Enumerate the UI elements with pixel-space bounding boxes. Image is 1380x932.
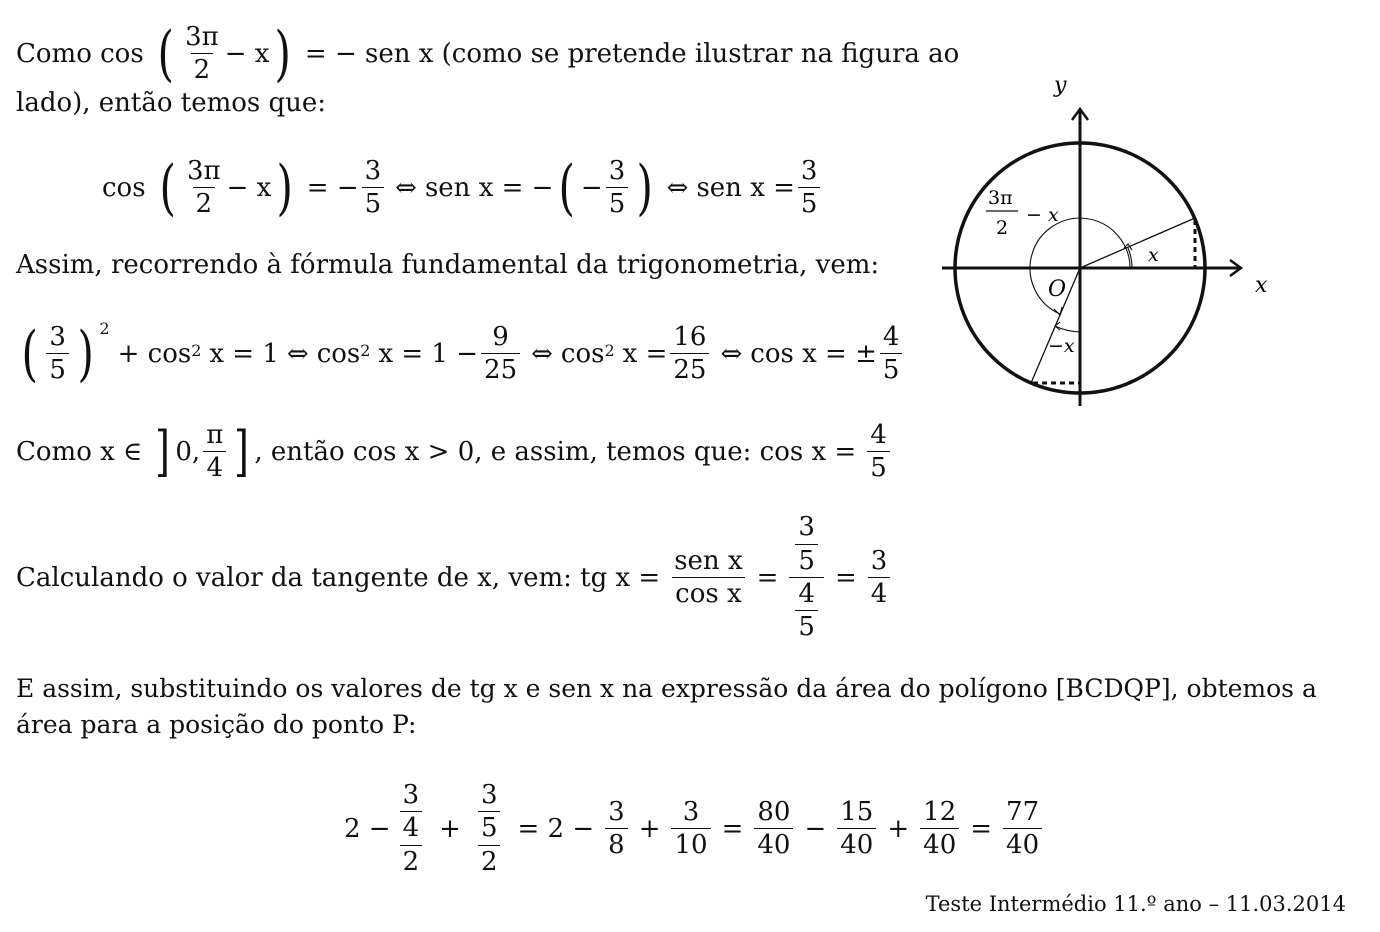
iff-symbol: ⇔ bbox=[666, 173, 689, 203]
fraction-9-25: $\frac{9}{25}$ bbox=[481, 324, 520, 385]
equation-2 bbox=[16, 314, 905, 394]
fraction-3-5-b: $\frac{3}{5}$ bbox=[606, 158, 629, 219]
complex-num bbox=[394, 782, 429, 845]
fraction-77-40: $\frac{77}{40}$ bbox=[1003, 799, 1042, 860]
right-paren: ) bbox=[77, 319, 94, 389]
x-equals: x = bbox=[622, 339, 668, 369]
plus: + bbox=[638, 814, 661, 844]
complex-num bbox=[789, 514, 824, 577]
origin-label: O bbox=[1048, 277, 1067, 302]
iff-symbol: ⇔ bbox=[531, 339, 553, 369]
complex-den bbox=[789, 577, 824, 642]
paragraph-5-line-1: E assim, substituindo os valores de tg x e sen x na expressão da área do polígono [BCDQP], obtemos a bbox=[16, 674, 1317, 703]
right-paren: ) bbox=[636, 153, 654, 223]
y-axis-label: y bbox=[1054, 73, 1067, 98]
equals: = bbox=[834, 563, 857, 593]
cos-text: cos bbox=[316, 339, 361, 369]
footer-source: Teste Intermédio 11.º ano – 11.03.2014 bbox=[925, 892, 1346, 916]
radius-x bbox=[1080, 218, 1195, 268]
sen-equals-2: sen x = bbox=[696, 173, 795, 203]
complex-fraction-a bbox=[394, 782, 429, 876]
left-paren: ( bbox=[558, 153, 576, 223]
bracket-close: ] bbox=[234, 420, 250, 483]
equals: = bbox=[756, 563, 779, 593]
paragraph-5-line-2: área para a posição do ponto P: bbox=[16, 710, 417, 739]
intro-line-1 bbox=[16, 14, 959, 94]
x-axis-label: x bbox=[1255, 273, 1268, 298]
fraction-3pi-2: $\frac{3\pi}{2}$ bbox=[186, 155, 221, 219]
intro-text-a: Como cos bbox=[16, 39, 144, 69]
cosx-plusminus: cos x = ± bbox=[750, 339, 877, 369]
equals-two-minus: = 2 − bbox=[517, 814, 595, 844]
minus-x: − x bbox=[226, 173, 272, 203]
equals: = bbox=[721, 814, 744, 844]
tangent-text: Calculando o valor da tangente de x, vem: tg x = bbox=[16, 563, 661, 593]
exponent: 2 bbox=[360, 340, 371, 360]
iff-symbol: ⇔ bbox=[395, 173, 417, 203]
cos-text: cos bbox=[102, 173, 146, 203]
bracket-open: ] bbox=[155, 420, 171, 483]
entao-cos: , então cos x > 0, e assim, temos que: cos x = bbox=[254, 437, 857, 467]
x-equals-1: x = 1 bbox=[209, 339, 279, 369]
equals-minus: = − bbox=[306, 173, 359, 203]
fraction-80-40: $\frac{80}{40}$ bbox=[754, 799, 793, 860]
angle-label-suffix: − x bbox=[1026, 204, 1059, 226]
fraction-16-25: $\frac{16}{25}$ bbox=[670, 324, 709, 385]
intro-minus-x: − x bbox=[224, 39, 270, 69]
angle-neg-x-label: −x bbox=[1048, 335, 1075, 357]
angle-label-num: 3π bbox=[988, 187, 1013, 209]
fraction-3-5: $\frac{3}{5}$ bbox=[362, 158, 385, 219]
plus-cos: + cos bbox=[117, 339, 192, 369]
fraction-4-5: $\frac{4}{5}$ bbox=[880, 324, 903, 385]
x-equals-1-minus: x = 1 − bbox=[378, 339, 479, 369]
angle-x-label: x bbox=[1148, 244, 1159, 266]
fraction-pi-4: $\frac{\pi}{4}$ bbox=[203, 422, 226, 483]
exponent: 2 bbox=[99, 318, 110, 338]
two-minus: 2 − bbox=[344, 814, 391, 844]
paragraph-2: Assim, recorrendo à fórmula fundamental da trigonometria, vem: bbox=[16, 250, 880, 280]
interval-start: 0, bbox=[175, 437, 201, 467]
iff-symbol: ⇔ bbox=[286, 339, 309, 369]
complex-fraction-b bbox=[472, 782, 507, 876]
complex-den: 2 bbox=[478, 845, 501, 876]
equation-3 bbox=[344, 764, 1045, 894]
fraction-12-40: $\frac{12}{40}$ bbox=[920, 799, 959, 860]
iff-symbol: ⇔ bbox=[720, 339, 743, 369]
fraction-4-5: $\frac{4}{5}$ bbox=[795, 581, 818, 642]
fraction-3-5: $\frac{3}{5}$ bbox=[46, 324, 69, 385]
fraction-3-5-c: $\frac{3}{5}$ bbox=[798, 158, 821, 219]
fraction-15-40: $\frac{15}{40}$ bbox=[837, 799, 876, 860]
intro-fraction: $\frac{3\pi}{2}$ bbox=[185, 21, 219, 85]
fraction-3-4: $\frac{3}{4}$ bbox=[400, 782, 423, 843]
fraction-4-5: $\frac{4}{5}$ bbox=[867, 422, 890, 483]
cos-text: cos bbox=[560, 339, 605, 369]
intro-line-2: lado), então temos que: bbox=[16, 88, 327, 118]
plus: + bbox=[887, 814, 910, 844]
fraction-sen-cos: $\frac{\text{sen x}}{\text{cos x}}$ bbox=[671, 548, 745, 609]
plus: + bbox=[439, 814, 461, 844]
left-paren: ( bbox=[157, 19, 174, 89]
fraction-3-10: $\frac{3}{10}$ bbox=[671, 799, 710, 860]
minus: − bbox=[804, 814, 827, 844]
complex-den: 2 bbox=[400, 845, 423, 876]
paragraph-3 bbox=[16, 414, 893, 490]
paragraph-4 bbox=[16, 510, 893, 646]
fraction-3-5: $\frac{3}{5}$ bbox=[795, 514, 818, 575]
left-paren: ( bbox=[159, 153, 176, 223]
exponent: 2 bbox=[191, 340, 202, 360]
right-paren: ) bbox=[276, 153, 294, 223]
left-paren: ( bbox=[21, 319, 38, 389]
unit-circle-figure bbox=[930, 64, 1290, 424]
fraction-3-4: $\frac{3}{4}$ bbox=[868, 548, 891, 609]
intro-text-b: = − sen x (como se pretende ilustrar na figura ao bbox=[304, 39, 960, 69]
como-x-in: Como x ∈ bbox=[16, 437, 143, 467]
complex-num bbox=[472, 782, 507, 845]
complex-fraction bbox=[789, 514, 824, 641]
equation-1 bbox=[102, 148, 823, 228]
fraction-3-5: $\frac{3}{5}$ bbox=[478, 782, 501, 843]
equals: = bbox=[970, 814, 993, 844]
inner-minus: − bbox=[580, 173, 603, 203]
arc-neg-x-arrow bbox=[1055, 322, 1060, 330]
sen-equals: sen x = − bbox=[424, 173, 554, 203]
fraction-3-8: $\frac{3}{8}$ bbox=[605, 799, 628, 860]
right-paren: ) bbox=[274, 19, 292, 89]
angle-label-den: 2 bbox=[996, 217, 1009, 239]
exponent: 2 bbox=[604, 340, 615, 360]
